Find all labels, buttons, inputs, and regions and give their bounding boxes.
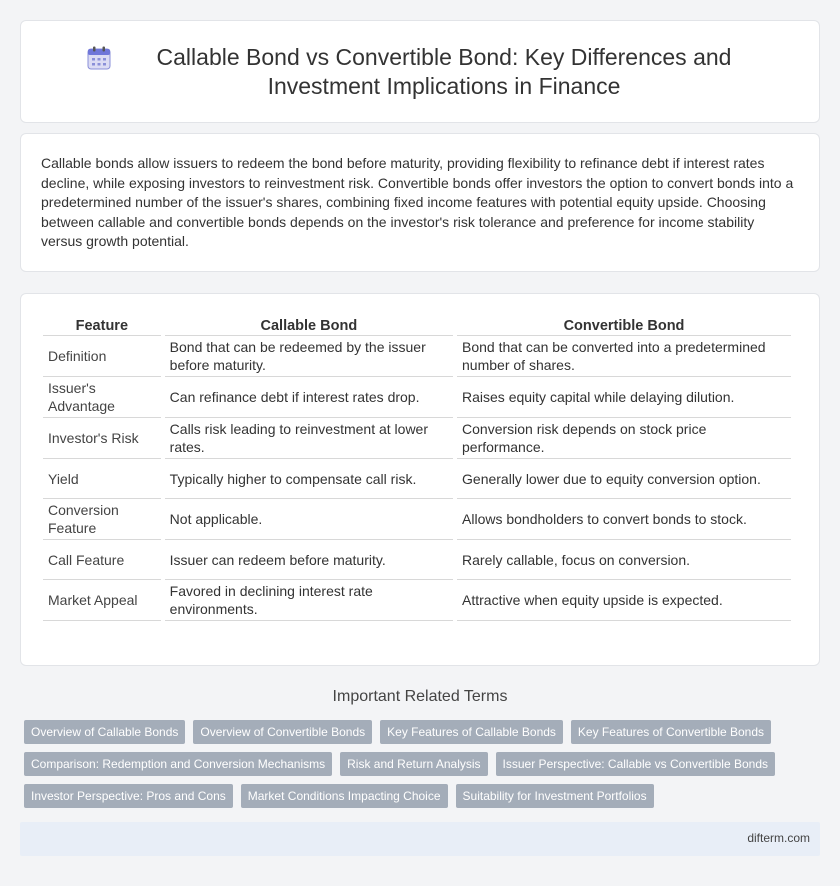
related-term-tag[interactable]: Risk and Return Analysis (340, 752, 487, 776)
feature-cell: Yield (43, 459, 161, 499)
table-header-row (43, 312, 791, 336)
comparison-table (39, 312, 795, 621)
convertible-cell: Attractive when equity upside is expected. (457, 580, 791, 621)
table-row (43, 377, 791, 418)
feature-cell: Call Feature (43, 540, 161, 580)
table-row (43, 580, 791, 621)
feature-cell: Definition (43, 336, 161, 377)
convertible-cell: Raises equity capital while delaying dilution. (457, 377, 791, 418)
table-row (43, 540, 791, 580)
convertible-cell: Allows bondholders to convert bonds to stock. (457, 499, 791, 540)
feature-cell: Conversion Feature (43, 499, 161, 540)
related-term-tag[interactable]: Comparison: Redemption and Conversion Mechanisms (24, 752, 332, 776)
related-term-tag[interactable]: Issuer Perspective: Callable vs Convertible Bonds (496, 752, 775, 776)
calendar-icon (86, 45, 112, 71)
table-row (43, 418, 791, 459)
related-term-tag[interactable]: Key Features of Callable Bonds (380, 720, 563, 744)
feature-cell: Market Appeal (43, 580, 161, 621)
table-row (43, 459, 791, 499)
related-term-tag[interactable]: Key Features of Convertible Bonds (571, 720, 771, 744)
callable-cell: Not applicable. (165, 499, 453, 540)
callable-cell: Typically higher to compensate call risk. (165, 459, 453, 499)
feature-cell: Investor's Risk (43, 418, 161, 459)
callable-cell: Favored in declining interest rate environments. (165, 580, 453, 621)
footer (20, 822, 820, 856)
title-card (20, 20, 820, 123)
related-terms-heading: Important Related Terms (332, 688, 508, 705)
table-row (43, 336, 791, 377)
footer-site-link[interactable]: difterm.com (747, 831, 810, 845)
callable-cell: Calls risk leading to reinvestment at lower rates. (165, 418, 453, 459)
column-header-convertible: Convertible Bond (457, 312, 791, 336)
column-header-callable: Callable Bond (165, 312, 453, 336)
related-term-tag[interactable]: Market Conditions Impacting Choice (241, 784, 448, 808)
related-term-tag[interactable]: Overview of Convertible Bonds (193, 720, 372, 744)
related-term-tag[interactable]: Suitability for Investment Portfolios (456, 784, 654, 808)
related-terms-tags (24, 720, 804, 816)
intro-paragraph: Callable bonds allow issuers to redeem the bond before maturity, providing flexibility to refinance debt if interest rates decline, while exposing investors to reinvestment risk. Convertible bonds offer investors the option to convert bonds into a predetermined number of the issuer's shares, combining fixed income features with potential equity upside. Choosing between callable and convertible bonds depends on the investor's risk tolerance and preference for income stability versus growth potential. (41, 155, 794, 250)
convertible-cell: Bond that can be converted into a predetermined number of shares. (457, 336, 791, 377)
convertible-cell: Rarely callable, focus on conversion. (457, 540, 791, 580)
callable-cell: Issuer can redeem before maturity. (165, 540, 453, 580)
intro-card (20, 133, 820, 272)
table-row (43, 499, 791, 540)
comparison-table-card (20, 293, 820, 666)
callable-cell: Can refinance debt if interest rates drop. (165, 377, 453, 418)
page-title: Callable Bond vs Convertible Bond: Key Differences and Investment Implications in Finance (156, 43, 732, 99)
column-header-feature: Feature (43, 312, 161, 336)
callable-cell: Bond that can be redeemed by the issuer before maturity. (165, 336, 453, 377)
related-term-tag[interactable]: Overview of Callable Bonds (24, 720, 185, 744)
related-term-tag[interactable]: Investor Perspective: Pros and Cons (24, 784, 233, 808)
convertible-cell: Conversion risk depends on stock price performance. (457, 418, 791, 459)
convertible-cell: Generally lower due to equity conversion option. (457, 459, 791, 499)
feature-cell: Issuer's Advantage (43, 377, 161, 418)
